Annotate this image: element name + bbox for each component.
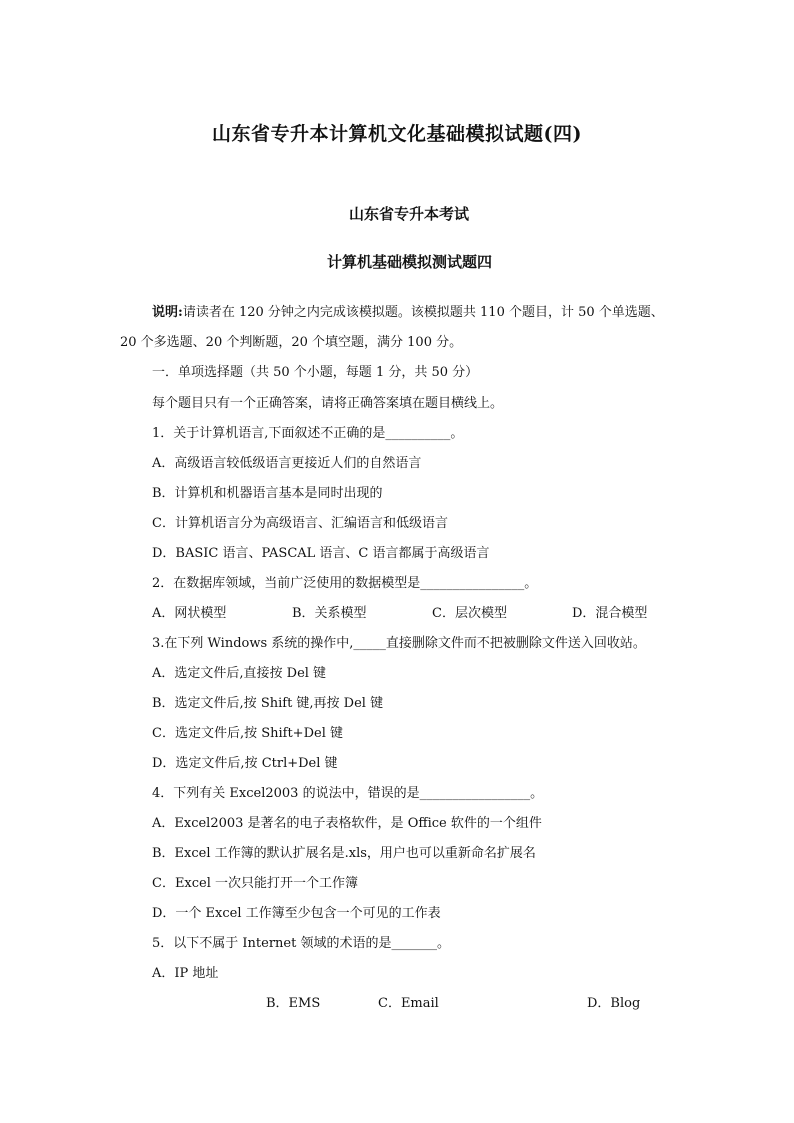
question-3-option-d: D．选定文件后,按 Ctrl+Del 键 xyxy=(152,756,338,771)
question-3-stem: 3.在下列 Windows 系统的操作中,_____直接删除文件而不把被删除文件送入回收站。 xyxy=(152,636,646,651)
test-name: 计算机基础模拟测试题四 xyxy=(327,253,493,271)
question-4-stem: 4．下列有关 Excel2003 的说法中，错误的是_________________。 xyxy=(152,786,544,801)
section-instruction: 每个题目只有一个正确答案，请将正确答案填在题目横线上。 xyxy=(152,396,504,411)
question-1-stem: 1．关于计算机语言,下面叙述不正确的是__________。 xyxy=(152,426,464,441)
question-5-option-a: A．IP 地址 xyxy=(152,966,219,981)
question-5-option-d: D．Blog xyxy=(587,996,641,1011)
question-5-stem: 5．以下不属于 Internet 领域的术语的是_______。 xyxy=(152,936,450,951)
question-4-option-d: D．一个 Excel 工作簿至少包含一个可见的工作表 xyxy=(152,906,441,921)
question-2-option-b: B．关系模型 xyxy=(292,606,367,621)
question-4-option-a: A．Excel2003 是著名的电子表格软件，是 Office 软件的一个组件 xyxy=(152,816,542,831)
question-2-option-a: A．网状模型 xyxy=(152,606,227,621)
question-1-option-d: D．BASIC 语言、PASCAL 语言、C 语言都属于高级语言 xyxy=(152,546,490,561)
question-1-option-b: B．计算机和机器语言基本是同时出现的 xyxy=(152,486,383,501)
question-4-option-b: B．Excel 工作簿的默认扩展名是.xls，用户也可以重新命名扩展名 xyxy=(152,846,536,861)
question-5-option-b: B．EMS xyxy=(266,996,321,1011)
question-5-option-c: C．Email xyxy=(378,996,439,1011)
question-2-stem: 2．在数据库领域，当前广泛使用的数据模型是________________。 xyxy=(152,576,538,591)
question-3-option-c: C．选定文件后,按 Shift+Del 键 xyxy=(152,726,343,741)
question-3-option-b: B．选定文件后,按 Shift 键,再按 Del 键 xyxy=(152,696,384,711)
intro-line-2: 20 个多选题、20 个判断题，20 个填空题，满分 100 分。 xyxy=(120,335,463,350)
question-4-option-c: C．Excel 一次只能打开一个工作簿 xyxy=(152,876,359,891)
question-1-option-a: A．高级语言较低级语言更接近人们的自然语言 xyxy=(152,456,422,471)
section-heading: 一．单项选择题（共 50 个小题，每题 1 分，共 50 分） xyxy=(152,365,479,380)
intro-text-1: 请读者在 120 分钟之内完成该模拟题。该模拟题共 110 个题目，计 50 个单选题、 xyxy=(182,305,664,320)
document-title: 山东省专升本计算机文化基础模拟试题(四) xyxy=(212,123,582,145)
intro-label: 说明: xyxy=(152,305,183,320)
question-1-option-c: C．计算机语言分为高级语言、汇编语言和低级语言 xyxy=(152,516,448,531)
question-2-option-c: C．层次模型 xyxy=(432,606,507,621)
question-3-option-a: A．选定文件后,直接按 Del 键 xyxy=(152,666,327,681)
exam-name: 山东省专升本考试 xyxy=(349,205,470,223)
question-2-option-d: D．混合模型 xyxy=(572,606,648,621)
intro-line-1 xyxy=(152,305,664,321)
